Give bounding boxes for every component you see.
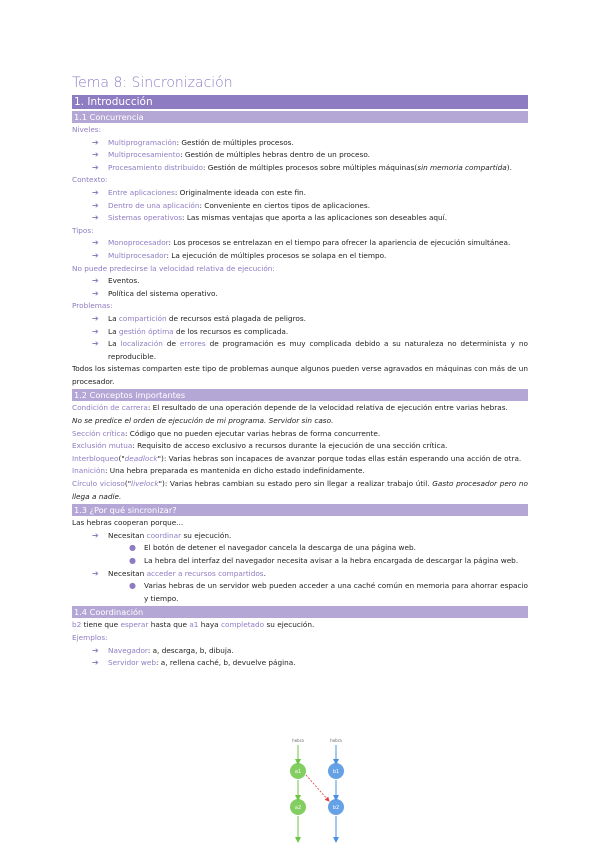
list-item: ➔ Multiprocesador: La ejecución de múltiples procesos se solapa en el tiempo. [72,250,528,263]
arrow-icon: ➔ [92,645,99,655]
arrow-icon: ➔ [92,326,99,336]
contexto-label: Contexto: [72,175,108,185]
arrow-icon: ➔ [92,658,99,668]
page-title: Tema 8: Sincronización [72,75,233,91]
concept-carrera-note: No se predice el orden de ejecución de mi programa. Servidor sin caso. [72,416,334,426]
coordination-diagram [282,736,352,844]
list-item: ➔ Procesamiento distribuido: Gestión de múltiples procesos sobre múltiples máquinas(sin memoria compartida). [72,162,528,175]
list-item: ➔ Eventos. [72,275,528,288]
concept-interbloqueo: Interbloqueo("deadlock"): Varias hebras son incapaces de avanzar porque todas ellas están esperando una acción de otra. [72,453,522,463]
coordinacion-sentence: b2 tiene que esperar hasta que a1 haya completado su ejecución. [72,620,315,630]
node-b2-label: b2 [332,805,340,811]
bullet-icon: ● [129,556,136,565]
node-b1-label: b1 [332,769,340,775]
tipos-label: Tipos: [72,225,94,235]
list-item: ➔ La gestión óptima de los recursos es complicada. [72,326,528,339]
list-item: ➔ Servidor web: a, rellena caché, b, devuelve página. [72,657,528,670]
concept-circulo-vicioso: Círculo vicioso("livelock"): Varias hebras cambian su estado pero sin llegar a realizar trabajo útil. Gasto procesador pero no llega a nadie. [72,479,528,501]
list-item: ➔ Monoprocesador: Los procesos se entrelazan en el tiempo para ofrecer la apariencia de ejecución simultánea. [72,237,528,250]
arrow-icon: ➔ [92,530,99,540]
subsection-heading-conceptos: 1.2 Conceptos importantes [72,389,528,401]
velocidad-label: No puede predecirse la velocidad relativa de ejecución: [72,263,275,273]
arrow-icon: ➔ [92,137,99,147]
list-item: ➔ Sistemas operativos: Las mismas ventajas que aporta a las aplicaciones son deseables aquí. [72,212,528,225]
concept-seccion-critica: Sección crítica: Código que no pueden ejecutar varias hebras de forma concurrente. [72,428,381,438]
subsection-heading-coordinacion: 1.4 Coordinación [72,606,528,618]
arrow-icon: ➔ [92,200,99,210]
list-item: ➔ Entre aplicaciones: Originalmente ideada con este fin. [72,187,528,200]
thread-b-label: hebra [330,738,342,743]
list-item: ➔ Multiprogramación: Gestión de múltiples procesos. [72,137,528,150]
sub-list-item: ● El botón de detener el navegador cancela la descarga de una página web. [72,542,528,555]
arrow-icon: ➔ [92,339,99,349]
subsection-heading-por-que: 1.3 ¿Por qué sincronizar? [72,504,528,516]
concept-carrera: Condición de carrera: El resultado de una operación depende de la velocidad relativa de ejecución entre varias hebras. [72,403,508,413]
list-item: ➔ Necesitan coordinar su ejecución. [72,530,528,543]
sub-list-item: ● Varias hebras de un servidor web pueden acceder a una caché común en memoria para ahorrar espacio y tiempo. [129,581,528,603]
summary-paragraph: Todos los sistemas comparten este tipo de problemas aunque algunos pueden verse agravados en máquinas con más de un procesador. [72,364,528,386]
node-a2-label: a2 [294,805,302,811]
list-item: ➔ La localización de errores de programación es muy complicada debido a su naturaleza no determinista y no reproducible. [92,339,528,361]
arrow-icon: ➔ [92,276,99,286]
list-item: ➔ Navegador: a, descarga, b, dibuja. [72,645,528,658]
list-item: ➔ Multiprocesamiento: Gestión de múltiples hebras dentro de un proceso. [72,149,528,162]
bullet-icon: ● [129,581,136,591]
dependency-arrow [306,775,328,800]
niveles-label: Niveles: [72,125,102,134]
arrow-icon: ➔ [92,213,99,223]
bullet-icon: ● [129,543,136,553]
arrow-icon: ➔ [92,162,99,172]
node-a1-label: a1 [294,769,302,775]
list-item: ➔ Necesitan acceder a recursos compartidos. [72,568,528,581]
arrow-icon: ➔ [92,313,99,323]
arrow-icon: ➔ [92,568,99,578]
ejemplos-label: Ejemplos: [72,632,108,642]
arrow-icon: ➔ [92,250,99,260]
arrow-icon: ➔ [92,288,99,298]
cooperan-intro: Las hebras cooperan porque... [72,518,184,528]
list-item: ➔ Dentro de una aplicación: Conveniente en ciertos tipos de aplicaciones. [72,200,528,213]
arrow-icon: ➔ [92,238,99,248]
section-heading-introduccion: 1. Introducción [72,95,528,109]
problemas-label: Problemas: [72,301,113,311]
document-page [72,74,528,670]
list-item: ➔ Política del sistema operativo. [72,288,528,301]
arrow-icon: ➔ [92,187,99,197]
subsection-heading-concurrencia: 1.1 Concurrencia [72,111,528,123]
sub-list-item: ● La hebra del interfaz del navegador necesita avisar a la hebra encargada de descargar la página web. [72,555,528,568]
list-item: ➔ La compartición de recursos está plagada de peligros. [72,313,528,326]
concept-inanicion: Inanición: Una hebra preparada es mantenida en dicho estado indefinidamente. [72,466,365,476]
thread-a-label: hebra [292,738,304,743]
concept-exclusion-mutua: Exclusión mutua: Requisito de acceso exclusivo a recursos durante la ejecución de una sección crítica. [72,441,448,451]
arrow-icon: ➔ [92,150,99,160]
